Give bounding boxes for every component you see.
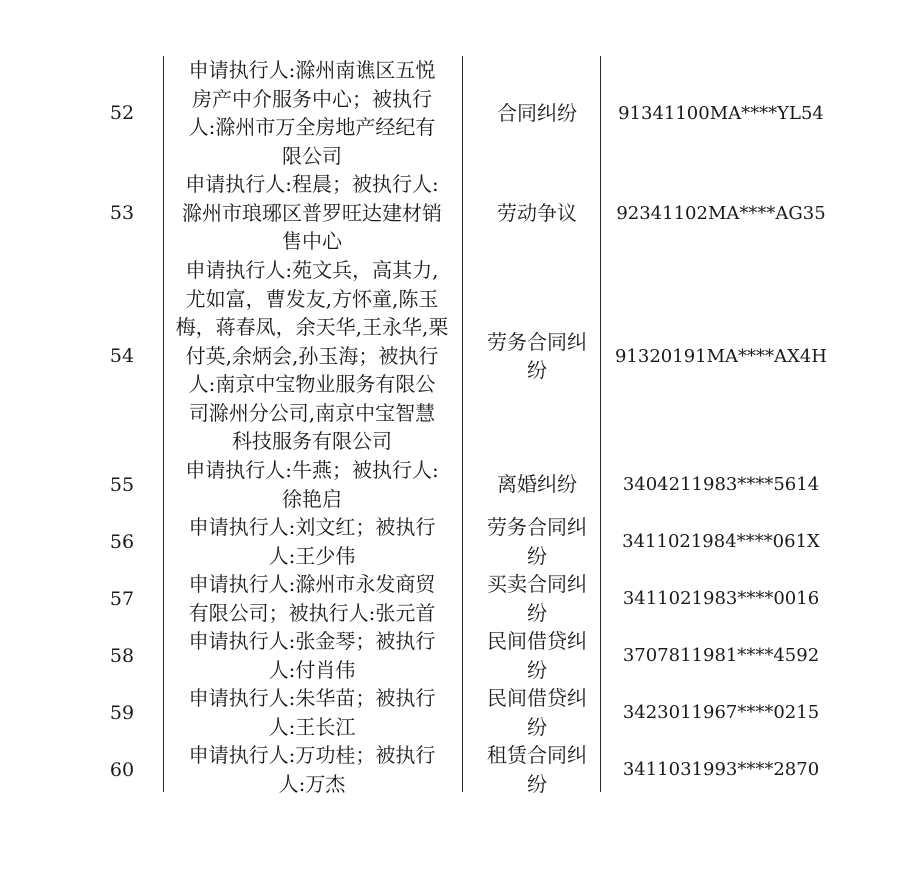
party-line: 限公司 <box>282 143 342 168</box>
row-number: 55 <box>109 473 135 496</box>
party-line: 申请执行人:刘文红；被执行 <box>188 515 436 539</box>
case-cause-cell <box>474 56 600 170</box>
cause-line: 纷 <box>527 358 547 382</box>
party-cell <box>163 513 461 570</box>
row-number: 59 <box>109 701 135 724</box>
row-number: 58 <box>109 644 135 667</box>
party-cell <box>163 456 461 513</box>
party-cell <box>163 256 461 456</box>
party-line: 申请执行人:苑文兵，高其力, <box>185 258 439 283</box>
credit-code: 3707811981****4592 <box>622 645 820 666</box>
case-cause-cell <box>474 627 600 684</box>
cause-line: 纷 <box>527 657 547 682</box>
row-number: 56 <box>109 530 135 553</box>
party-cell <box>163 56 461 170</box>
credit-code: 91320191MA****AX4H <box>614 345 827 367</box>
party-cell <box>163 684 461 741</box>
party-line: 房产中介服务中心；被执行 <box>192 86 432 111</box>
row-number: 54 <box>109 345 135 367</box>
row-number: 52 <box>109 102 135 124</box>
cause-line: 民间借贷纠 <box>487 686 587 710</box>
table-row <box>0 56 918 170</box>
party-cell <box>163 741 461 798</box>
party-line: 人:付肖伟 <box>268 657 356 682</box>
credit-code: 3411021983****0016 <box>622 588 820 609</box>
party-line: 人:王长江 <box>268 714 356 739</box>
party-line: 售中心 <box>282 229 342 254</box>
party-line: 滁州市琅琊区普罗旺达建材销 <box>182 200 442 225</box>
party-line: 申请执行人:朱华苗；被执行 <box>188 686 436 710</box>
row-number: 53 <box>109 202 135 224</box>
party-line: 申请执行人:滁州市永发商贸 <box>188 572 436 596</box>
cause-line: 租赁合同纠 <box>487 743 587 767</box>
party-line: 有限公司；被执行人:张元首 <box>188 600 436 625</box>
cause-line: 纷 <box>527 771 547 796</box>
table-row <box>0 570 918 627</box>
table-row <box>0 456 918 513</box>
case-cause-cell <box>474 170 600 256</box>
case-cause-cell <box>474 570 600 627</box>
party-line: 申请执行人:程晨；被执行人: <box>185 172 439 197</box>
cause-line: 离婚纠纷 <box>497 472 577 497</box>
table-row <box>0 684 918 741</box>
party-line: 人:滁州市万全房地产经纪有 <box>188 115 436 139</box>
table-row <box>0 627 918 684</box>
case-cause-cell <box>474 256 600 456</box>
party-cell <box>163 627 461 684</box>
party-line: 科技服务有限公司 <box>232 429 392 454</box>
credit-code: 92341102MA****AG35 <box>616 202 826 224</box>
case-cause-cell <box>474 684 600 741</box>
party-line: 付英,余炳会,孙玉海；被执行 <box>185 343 439 368</box>
party-cell <box>163 170 461 256</box>
party-line: 申请执行人:滁州南谯区五悦 <box>188 58 436 82</box>
table-row <box>0 741 918 798</box>
cause-line: 纷 <box>527 543 547 568</box>
row-number: 57 <box>109 587 135 610</box>
party-line: 申请执行人:万功桂；被执行 <box>188 743 436 767</box>
party-line: 人:南京中宝物业服务有限公 <box>188 372 436 397</box>
cause-line: 纷 <box>527 714 547 739</box>
row-number: 60 <box>109 758 135 781</box>
party-line: 梅，蒋春凤，余天华,王永华,栗 <box>175 315 449 340</box>
cause-line: 劳务合同纠 <box>487 329 587 354</box>
party-line: 尤如富，曹发友,方怀童,陈玉 <box>185 286 439 311</box>
case-cause-cell <box>474 741 600 798</box>
table-row <box>0 256 918 456</box>
party-line: 司滁州分公司,南京中宝智慧 <box>188 400 436 425</box>
party-line: 申请执行人:张金琴；被执行 <box>188 629 436 653</box>
cause-line: 合同纠纷 <box>497 100 577 125</box>
table-row <box>0 513 918 570</box>
credit-code: 3423011967****0215 <box>622 702 820 723</box>
party-cell <box>163 570 461 627</box>
cause-line: 买卖合同纠 <box>487 572 587 596</box>
cause-line: 纷 <box>527 600 547 625</box>
party-line: 徐艳启 <box>281 486 342 511</box>
party-line: 人:王少伟 <box>268 543 356 568</box>
table-row <box>0 170 918 256</box>
credit-code: 91341100MA****YL54 <box>618 102 824 124</box>
case-cause-cell <box>474 456 600 513</box>
credit-code: 3404211983****5614 <box>622 474 820 495</box>
credit-code: 3411031993****2870 <box>622 759 820 780</box>
party-line: 人:万杰 <box>278 771 346 796</box>
cause-line: 劳动争议 <box>497 200 577 225</box>
credit-code: 3411021984****061X <box>622 531 820 552</box>
cause-line: 劳务合同纠 <box>487 515 587 539</box>
cause-line: 民间借贷纠 <box>487 629 587 653</box>
case-cause-cell <box>474 513 600 570</box>
party-line: 申请执行人:牛燕；被执行人: <box>185 458 439 482</box>
